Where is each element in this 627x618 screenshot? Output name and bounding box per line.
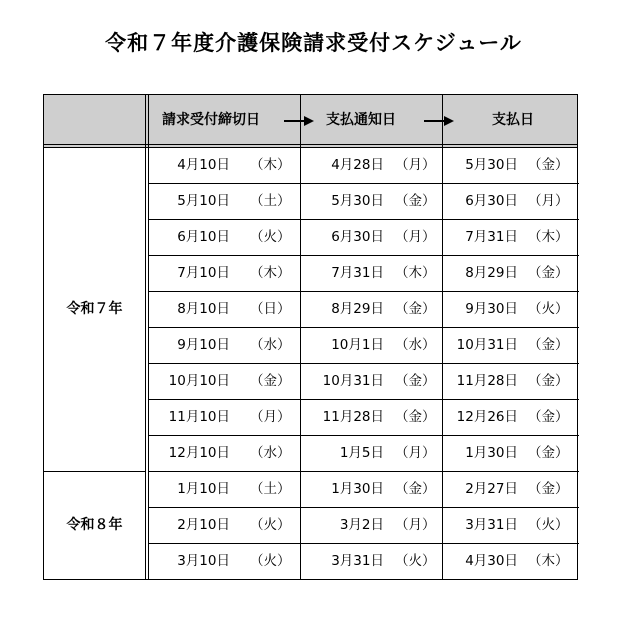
row-divider	[148, 399, 579, 400]
row-divider	[148, 471, 579, 472]
row-divider	[148, 363, 579, 364]
deadline-date: 5月10日	[177, 193, 230, 209]
notice-weekday: （月）	[395, 445, 436, 461]
payment-weekday: （木）	[528, 229, 569, 245]
notice-weekday: （金）	[395, 193, 436, 209]
payment-weekday: （火）	[528, 517, 569, 533]
column-divider	[145, 95, 146, 579]
header-label: 支払通知日	[326, 112, 396, 128]
payment-weekday: （木）	[528, 553, 569, 569]
deadline-date: 3月10日	[177, 553, 230, 569]
deadline-date: 11月10日	[168, 409, 230, 425]
deadline-date: 12月10日	[168, 445, 230, 461]
payment-weekday: （金）	[528, 409, 569, 425]
notice-weekday: （月）	[395, 157, 436, 173]
row-divider	[148, 219, 579, 220]
deadline-weekday: （水）	[250, 445, 291, 461]
deadline-weekday: （水）	[250, 337, 291, 353]
payment-weekday: （金）	[528, 481, 569, 497]
deadline-weekday: （土）	[250, 481, 291, 497]
notice-date: 3月31日	[331, 553, 384, 569]
header-label: 請求受付締切日	[162, 112, 260, 128]
arrow-right-icon	[424, 116, 454, 126]
notice-date: 3月2日	[339, 517, 384, 533]
payment-date: 12月26日	[456, 409, 518, 425]
notice-weekday: （火）	[395, 553, 436, 569]
payment-weekday: （火）	[528, 301, 569, 317]
deadline-weekday: （火）	[250, 553, 291, 569]
notice-weekday: （金）	[395, 481, 436, 497]
deadline-weekday: （火）	[250, 229, 291, 245]
notice-date: 11月28日	[322, 409, 384, 425]
notice-weekday: （木）	[395, 265, 436, 281]
header-divider	[44, 147, 577, 148]
notice-weekday: （金）	[395, 373, 436, 389]
row-divider	[148, 327, 579, 328]
payment-date: 4月30日	[465, 553, 518, 569]
notice-weekday: （金）	[395, 301, 436, 317]
payment-date: 10月31日	[456, 337, 518, 353]
deadline-weekday: （火）	[250, 517, 291, 533]
deadline-weekday: （日）	[250, 301, 291, 317]
payment-date: 11月28日	[456, 373, 518, 389]
schedule-table	[43, 94, 578, 580]
era-divider	[44, 471, 145, 472]
notice-weekday: （月）	[395, 517, 436, 533]
payment-date: 2月27日	[465, 481, 518, 497]
notice-date: 6月30日	[331, 229, 384, 245]
deadline-date: 7月10日	[177, 265, 230, 281]
deadline-date: 4月10日	[177, 157, 230, 173]
deadline-date: 8月10日	[177, 301, 230, 317]
notice-weekday: （金）	[395, 409, 436, 425]
row-divider	[148, 183, 579, 184]
notice-date: 10月1日	[331, 337, 384, 353]
deadline-date: 9月10日	[177, 337, 230, 353]
deadline-weekday: （木）	[250, 157, 291, 173]
notice-date: 1月30日	[331, 481, 384, 497]
notice-date: 7月31日	[331, 265, 384, 281]
deadline-date: 10月10日	[168, 373, 230, 389]
row-divider	[148, 507, 579, 508]
deadline-weekday: （金）	[250, 373, 291, 389]
payment-date: 1月30日	[465, 445, 518, 461]
deadline-date: 1月10日	[177, 481, 230, 497]
payment-date: 3月31日	[465, 517, 518, 533]
notice-date: 8月29日	[331, 301, 384, 317]
payment-weekday: （金）	[528, 265, 569, 281]
era-label: 令和７年	[66, 301, 123, 317]
page-title: 令和７年度介護保険請求受付スケジュール	[105, 31, 522, 55]
header-label: 支払日	[492, 112, 534, 128]
payment-weekday: （金）	[528, 445, 569, 461]
era-label: 令和８年	[66, 517, 123, 533]
notice-weekday: （月）	[395, 229, 436, 245]
notice-date: 5月30日	[331, 193, 384, 209]
notice-date: 4月28日	[331, 157, 384, 173]
payment-date: 7月31日	[465, 229, 518, 245]
payment-date: 8月29日	[465, 265, 518, 281]
notice-date: 1月5日	[339, 445, 384, 461]
notice-weekday: （水）	[395, 337, 436, 353]
payment-date: 9月30日	[465, 301, 518, 317]
deadline-weekday: （月）	[250, 409, 291, 425]
row-divider	[148, 291, 579, 292]
header-divider	[44, 144, 577, 145]
payment-date: 6月30日	[465, 193, 518, 209]
payment-weekday: （月）	[528, 193, 569, 209]
payment-weekday: （金）	[528, 337, 569, 353]
deadline-weekday: （木）	[250, 265, 291, 281]
payment-weekday: （金）	[528, 373, 569, 389]
arrow-right-icon	[284, 116, 314, 126]
row-divider	[148, 255, 579, 256]
row-divider	[148, 435, 579, 436]
payment-date: 5月30日	[465, 157, 518, 173]
deadline-date: 6月10日	[177, 229, 230, 245]
row-divider	[148, 543, 579, 544]
deadline-date: 2月10日	[177, 517, 230, 533]
deadline-weekday: （土）	[250, 193, 291, 209]
notice-date: 10月31日	[322, 373, 384, 389]
payment-weekday: （金）	[528, 157, 569, 173]
